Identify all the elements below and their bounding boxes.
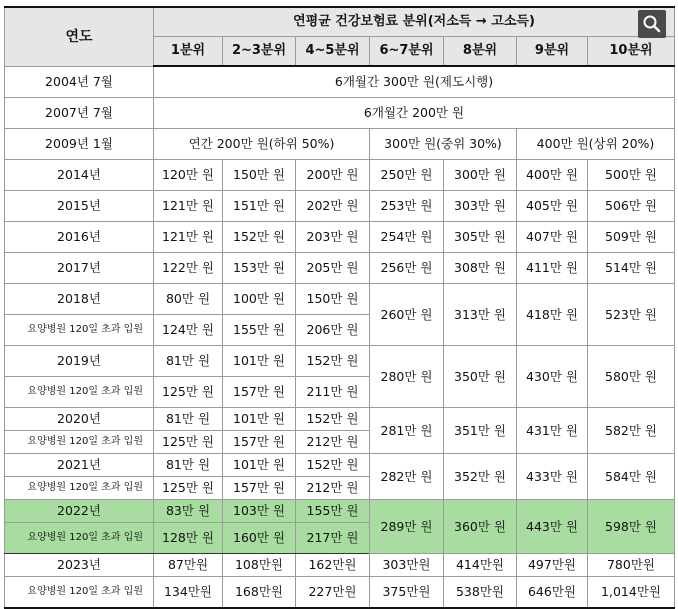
table-row (5, 408, 675, 431)
value-cell: 281만 원 (370, 408, 444, 454)
year-cell: 2007년 7월 (5, 98, 154, 129)
value-cell: 538만원 (444, 577, 517, 609)
value-cell: 155만 원 (296, 500, 370, 523)
value-cell: 101만 원 (223, 408, 296, 431)
value-cell: 303만원 (370, 554, 444, 577)
quantile-header: 2~3분위 (223, 37, 296, 67)
sub-label-cell: 요양병원 120일 초과 입원 (5, 431, 154, 454)
value-cell: 128만 원 (154, 523, 223, 554)
value-cell: 134만원 (154, 577, 223, 609)
value-cell: 206만 원 (296, 315, 370, 346)
quantile-header: 4~5분위 (296, 37, 370, 67)
value-cell: 305만 원 (444, 222, 517, 253)
value-cell: 414만원 (444, 554, 517, 577)
value-cell: 200만 원 (296, 160, 370, 191)
value-cell: 1,014만원 (588, 577, 675, 609)
value-cell: 157만 원 (223, 431, 296, 454)
value-cell: 400만 원 (517, 160, 588, 191)
sub-label-cell: 요양병원 120일 초과 입원 (5, 577, 154, 609)
value-cell: 121만 원 (154, 222, 223, 253)
table-row (5, 554, 675, 577)
value-cell: 108만원 (223, 554, 296, 577)
value-cell: 152만 원 (223, 222, 296, 253)
year-cell: 2019년 (5, 346, 154, 377)
year-header: 연도 (5, 7, 154, 66)
value-cell: 160만 원 (223, 523, 296, 554)
value-cell: 582만 원 (588, 408, 675, 454)
value-cell: 125만 원 (154, 377, 223, 408)
table-row (5, 346, 675, 377)
value-cell: 250만 원 (370, 160, 444, 191)
year-cell: 2014년 (5, 160, 154, 191)
value-cell: 217만 원 (296, 523, 370, 554)
quantile-header: 6~7분위 (370, 37, 444, 67)
quantile-header: 8분위 (444, 37, 517, 67)
value-cell: 253만 원 (370, 191, 444, 222)
year-cell: 2015년 (5, 191, 154, 222)
value-cell: 300만 원 (444, 160, 517, 191)
value-cell: 282만 원 (370, 454, 444, 500)
value-cell: 122만 원 (154, 253, 223, 284)
table-row (5, 284, 675, 315)
value-cell: 87만원 (154, 554, 223, 577)
value-cell: 506만 원 (588, 191, 675, 222)
value-cell: 81만 원 (154, 454, 223, 477)
zoom-in-icon[interactable] (638, 10, 666, 38)
year-cell: 2021년 (5, 454, 154, 477)
value-cell: 121만 원 (154, 191, 223, 222)
value-cell: 168만원 (223, 577, 296, 609)
value-cell: 83만 원 (154, 500, 223, 523)
value-cell: 155만 원 (223, 315, 296, 346)
value-cell: 153만 원 (223, 253, 296, 284)
table-row (5, 129, 675, 160)
value-cell: 280만 원 (370, 346, 444, 408)
value-cell: 81만 원 (154, 408, 223, 431)
value-cell: 100만 원 (223, 284, 296, 315)
merged-value-cell: 6개월간 200만 원 (154, 98, 675, 129)
table-row-highlighted (5, 500, 675, 523)
header-row-1 (5, 7, 675, 37)
year-cell: 2020년 (5, 408, 154, 431)
value-cell: 227만원 (296, 577, 370, 609)
table-row (5, 454, 675, 477)
value-cell: 407만 원 (517, 222, 588, 253)
value-cell: 80만 원 (154, 284, 223, 315)
value-cell: 418만 원 (517, 284, 588, 346)
value-cell: 584만 원 (588, 454, 675, 500)
table-row (5, 253, 675, 284)
value-cell: 405만 원 (517, 191, 588, 222)
value-cell: 202만 원 (296, 191, 370, 222)
sub-label-cell: 요양병원 120일 초과 입원 (5, 315, 154, 346)
year-cell: 2018년 (5, 284, 154, 315)
value-cell: 509만 원 (588, 222, 675, 253)
value-cell: 212만 원 (296, 477, 370, 500)
table-row (5, 160, 675, 191)
value-cell: 360만 원 (444, 500, 517, 554)
value-cell: 150만 원 (296, 284, 370, 315)
value-cell: 152만 원 (296, 408, 370, 431)
merged-value-cell: 400만 원(상위 20%) (517, 129, 675, 160)
year-cell: 2023년 (5, 554, 154, 577)
value-cell: 514만 원 (588, 253, 675, 284)
value-cell: 411만 원 (517, 253, 588, 284)
value-cell: 646만원 (517, 577, 588, 609)
merged-value-cell: 6개월간 300만 원(제도시행) (154, 66, 675, 98)
insurance-cap-table (4, 6, 675, 609)
value-cell: 203만 원 (296, 222, 370, 253)
value-cell: 120만 원 (154, 160, 223, 191)
value-cell: 157만 원 (223, 477, 296, 500)
year-cell: 2022년 (5, 500, 154, 523)
value-cell: 101만 원 (223, 454, 296, 477)
value-cell: 157만 원 (223, 377, 296, 408)
sub-label-cell: 요양병원 120일 초과 입원 (5, 377, 154, 408)
table-row (5, 222, 675, 253)
value-cell: 352만 원 (444, 454, 517, 500)
value-cell: 152만 원 (296, 346, 370, 377)
value-cell: 313만 원 (444, 284, 517, 346)
table-row (5, 577, 675, 609)
quantile-header: 10분위 (588, 37, 675, 67)
value-cell: 308만 원 (444, 253, 517, 284)
sub-label-cell: 요양병원 120일 초과 입원 (5, 477, 154, 500)
value-cell: 101만 원 (223, 346, 296, 377)
value-cell: 124만 원 (154, 315, 223, 346)
value-cell: 205만 원 (296, 253, 370, 284)
value-cell: 351만 원 (444, 408, 517, 454)
merged-value-cell: 300만 원(중위 30%) (370, 129, 517, 160)
value-cell: 375만원 (370, 577, 444, 609)
value-cell: 289만 원 (370, 500, 444, 554)
value-cell: 523만 원 (588, 284, 675, 346)
value-cell: 150만 원 (223, 160, 296, 191)
value-cell: 500만 원 (588, 160, 675, 191)
value-cell: 350만 원 (444, 346, 517, 408)
table-row (5, 98, 675, 129)
value-cell: 151만 원 (223, 191, 296, 222)
value-cell: 780만원 (588, 554, 675, 577)
year-cell: 2009년 1월 (5, 129, 154, 160)
value-cell: 303만 원 (444, 191, 517, 222)
value-cell: 152만 원 (296, 454, 370, 477)
value-cell: 211만 원 (296, 377, 370, 408)
value-cell: 125만 원 (154, 477, 223, 500)
year-cell: 2016년 (5, 222, 154, 253)
value-cell: 497만원 (517, 554, 588, 577)
quantile-header: 1분위 (154, 37, 223, 67)
value-cell: 125만 원 (154, 431, 223, 454)
value-cell: 81만 원 (154, 346, 223, 377)
table-row (5, 191, 675, 222)
merged-value-cell: 연간 200만 원(하위 50%) (154, 129, 370, 160)
value-cell: 260만 원 (370, 284, 444, 346)
sub-label-cell: 요양병원 120일 초과 입원 (5, 523, 154, 554)
value-cell: 580만 원 (588, 346, 675, 408)
value-cell: 254만 원 (370, 222, 444, 253)
value-cell: 433만 원 (517, 454, 588, 500)
year-cell: 2004년 7월 (5, 66, 154, 98)
value-cell: 443만 원 (517, 500, 588, 554)
value-cell: 256만 원 (370, 253, 444, 284)
value-cell: 103만 원 (223, 500, 296, 523)
quantile-header: 9분위 (517, 37, 588, 67)
year-cell: 2017년 (5, 253, 154, 284)
table-row (5, 66, 675, 98)
value-cell: 430만 원 (517, 346, 588, 408)
value-cell: 598만 원 (588, 500, 675, 554)
value-cell: 431만 원 (517, 408, 588, 454)
group-header: 연평균 건강보험료 분위(저소득 → 고소득) (154, 7, 675, 37)
value-cell: 162만원 (296, 554, 370, 577)
value-cell: 212만 원 (296, 431, 370, 454)
